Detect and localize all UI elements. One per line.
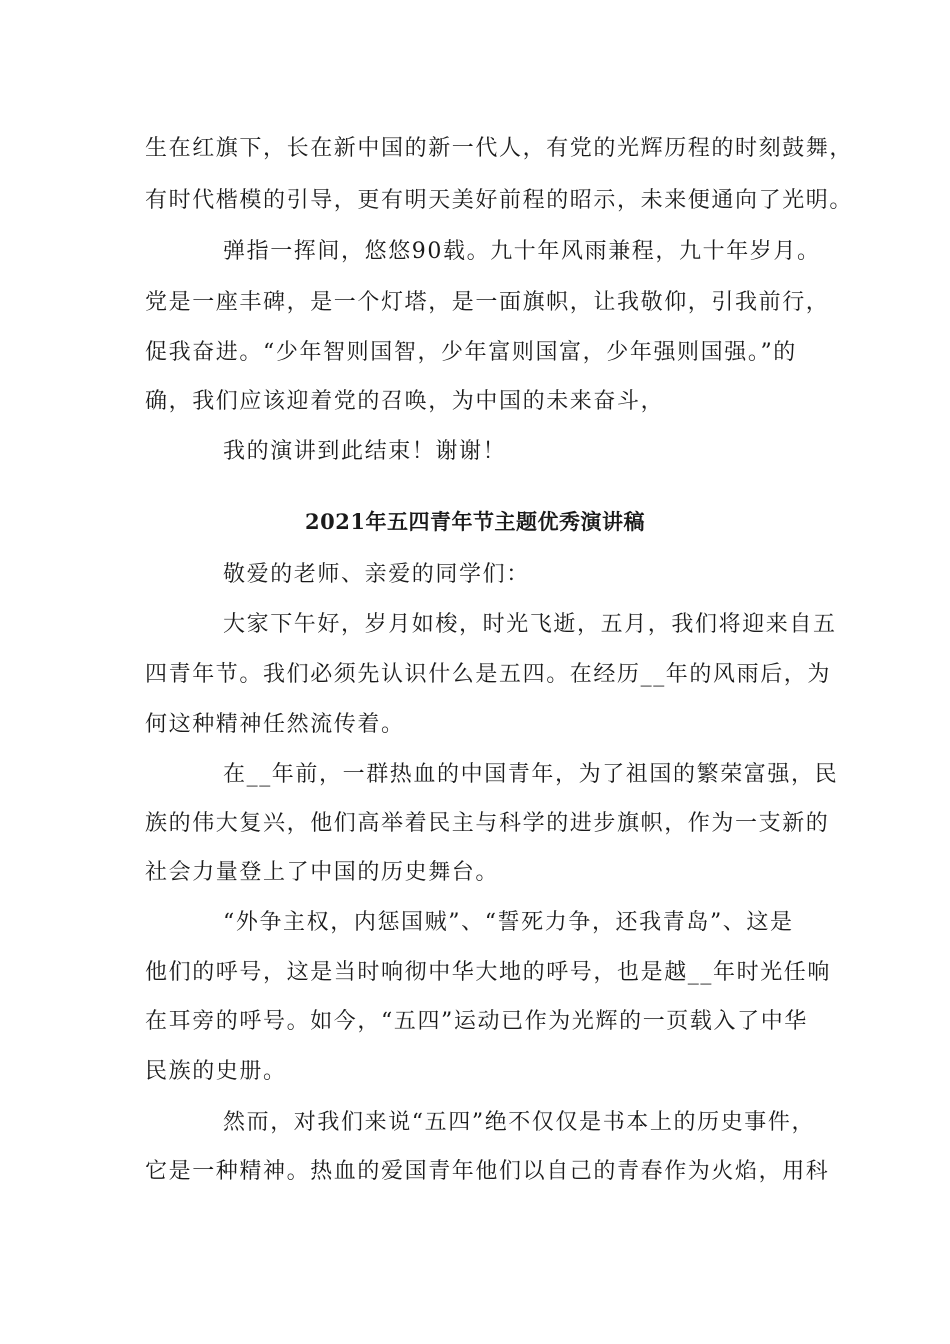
paragraph-line: 何这种精神任然流传着。 (145, 712, 405, 737)
paragraph-line: 生在红旗下，长在新中国的新一代人，有党的光辉历程的时刻鼓舞， (145, 136, 854, 161)
document-title: 2021年五四青年节主题优秀演讲稿 (305, 509, 645, 534)
paragraph-line: 促我奋进。“少年智则国智，少年富则国富，少年强则国强。”的 (145, 340, 797, 365)
paragraph-line: 大家下午好，岁月如梭，时光飞逝，五月，我们将迎来自五 (223, 612, 837, 637)
salutation-line: 敬爱的老师、亲爱的同学们： (223, 562, 530, 587)
paragraph-line: 确，我们应该迎着党的召唤，为中国的未来奋斗， (145, 389, 665, 414)
paragraph-line: 有时代楷模的引导，更有明天美好前程的昭示，未来便通向了光明。 (145, 188, 854, 213)
paragraph-line: 党是一座丰碑，是一个灯塔，是一面旗帜，让我敬仰，引我前行， (145, 290, 830, 315)
paragraph-line: 在耳旁的呼号。如今，“五四”运动已作为光辉的一页载入了中华 (145, 1009, 808, 1034)
paragraph-line: 它是一种精神。热血的爱国青年他们以自己的青春作为火焰，用科 (145, 1159, 830, 1184)
paragraph-line: 在__年前，一群热血的中国青年，为了祖国的繁荣富强，民 (223, 762, 839, 787)
paragraph-line: 弹指一挥间，悠悠90载。九十年风雨兼程，九十年岁月。 (223, 239, 821, 264)
closing-line: 我的演讲到此结束！谢谢！ (223, 439, 507, 464)
paragraph-line: 民族的史册。 (145, 1059, 287, 1084)
paragraph-line: 社会力量登上了中国的历史舞台。 (145, 860, 500, 885)
paragraph-line: 然而，对我们来说“五四”绝不仅仅是书本上的历史事件， (223, 1110, 816, 1135)
paragraph-line: “外争主权，内惩国贼”、“誓死力争，还我青岛”、这是 (223, 910, 794, 935)
paragraph-line: 族的伟大复兴，他们高举着民主与科学的进步旗帜，作为一支新的 (145, 811, 830, 836)
paragraph-line: 四青年节。我们必须先认识什么是五四。在经历__年的风雨后，为 (145, 662, 832, 687)
paragraph-line: 他们的呼号，这是当时响彻中华大地的呼号，也是越__年时光任响 (145, 960, 832, 985)
